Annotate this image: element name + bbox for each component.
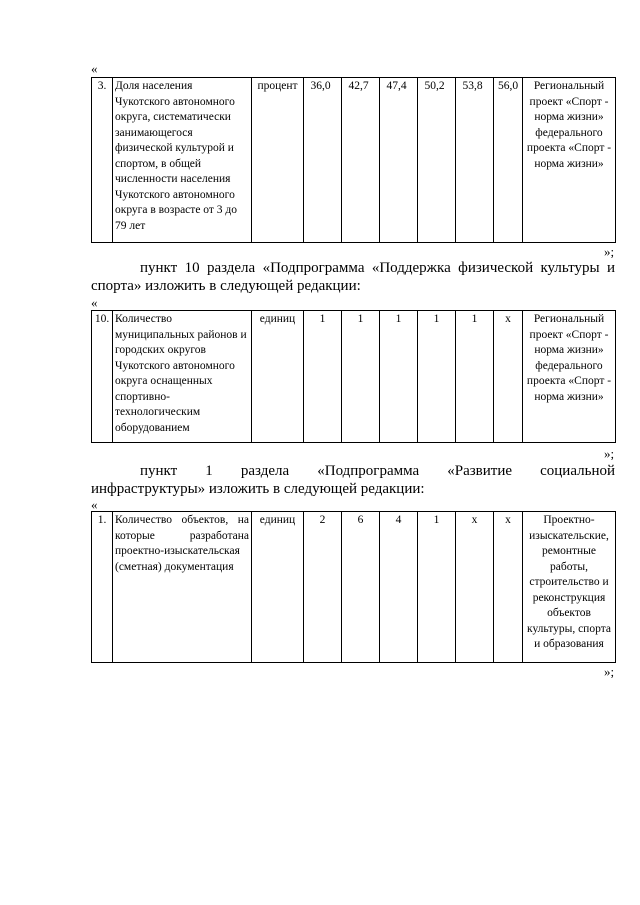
source-cell: Региональный проект «Спорт - норма жизни» федерального проекта «Спорт - норма жизни» — [523, 78, 616, 243]
paragraph-line: инфраструктуры» изложить в следующей редакции: — [91, 481, 425, 497]
table-row — [92, 512, 616, 663]
value-cell: 4 — [380, 512, 418, 663]
value-cell: 1 — [304, 311, 342, 443]
unit-cell: процент — [252, 78, 304, 243]
value-cell: 1 — [380, 311, 418, 443]
opening-quote-1: « — [91, 61, 98, 76]
value-cell: 56,0 — [494, 78, 523, 243]
value-cell: х — [494, 512, 523, 663]
indicator-table-1 — [91, 77, 616, 243]
source-cell: Проектно-изыскательские, ремонтные работы, строительство и реконструкция объектов культуры, спорта и образования — [523, 512, 616, 663]
value-cell: 53,8 — [456, 78, 494, 243]
value-cell: 2 — [304, 512, 342, 663]
value-cell: х — [456, 512, 494, 663]
paragraph-1 — [91, 259, 615, 295]
value-cell: 6 — [342, 512, 380, 663]
indicator-name: Количество муниципальных районов и городских округов Чукотского автономного округа оснащенных спортивно-технологическим оборудованием — [113, 311, 252, 443]
closing-quote-1: »; — [604, 244, 615, 259]
opening-quote-3: « — [91, 497, 98, 512]
row-number: 3. — [92, 78, 113, 243]
value-cell: 50,2 — [418, 78, 456, 243]
paragraph-line: пункт 10 раздела «Подпрограмма «Поддержка физической культуры и — [140, 260, 615, 276]
value-cell: 1 — [342, 311, 380, 443]
value-cell: 1 — [456, 311, 494, 443]
closing-quote-2: »; — [604, 446, 615, 461]
indicator-name: Количество объектов, на которые разработана проектно-изыскательская (сметная) документация — [113, 512, 252, 663]
unit-cell: единиц — [252, 512, 304, 663]
value-cell: х — [494, 311, 523, 443]
value-cell: 42,7 — [342, 78, 380, 243]
indicator-table-3 — [91, 511, 616, 663]
indicator-name: Доля населения Чукотского автономного округа, систематически занимающегося физической культурой и спортом, в общей численности населения Чукотского автономного округа в возрасте от 3 до 79 лет — [113, 78, 252, 243]
value-cell: 1 — [418, 512, 456, 663]
unit-cell: единиц — [252, 311, 304, 443]
row-number: 1. — [92, 512, 113, 663]
value-cell: 1 — [418, 311, 456, 443]
paragraph-line: спорта» изложить в следующей редакции: — [91, 278, 361, 294]
paragraph-2 — [91, 462, 615, 498]
closing-quote-3: »; — [604, 664, 615, 679]
opening-quote-2: « — [91, 295, 98, 310]
paragraph-line: пункт 1 раздела «Подпрограмма «Развитие социальной — [140, 463, 615, 479]
value-cell: 36,0 — [304, 78, 342, 243]
table-row — [92, 78, 616, 243]
indicator-table-2 — [91, 310, 616, 443]
source-cell: Региональный проект «Спорт - норма жизни» федерального проекта «Спорт - норма жизни» — [523, 311, 616, 443]
row-number: 10. — [92, 311, 113, 443]
value-cell: 47,4 — [380, 78, 418, 243]
table-row — [92, 311, 616, 443]
